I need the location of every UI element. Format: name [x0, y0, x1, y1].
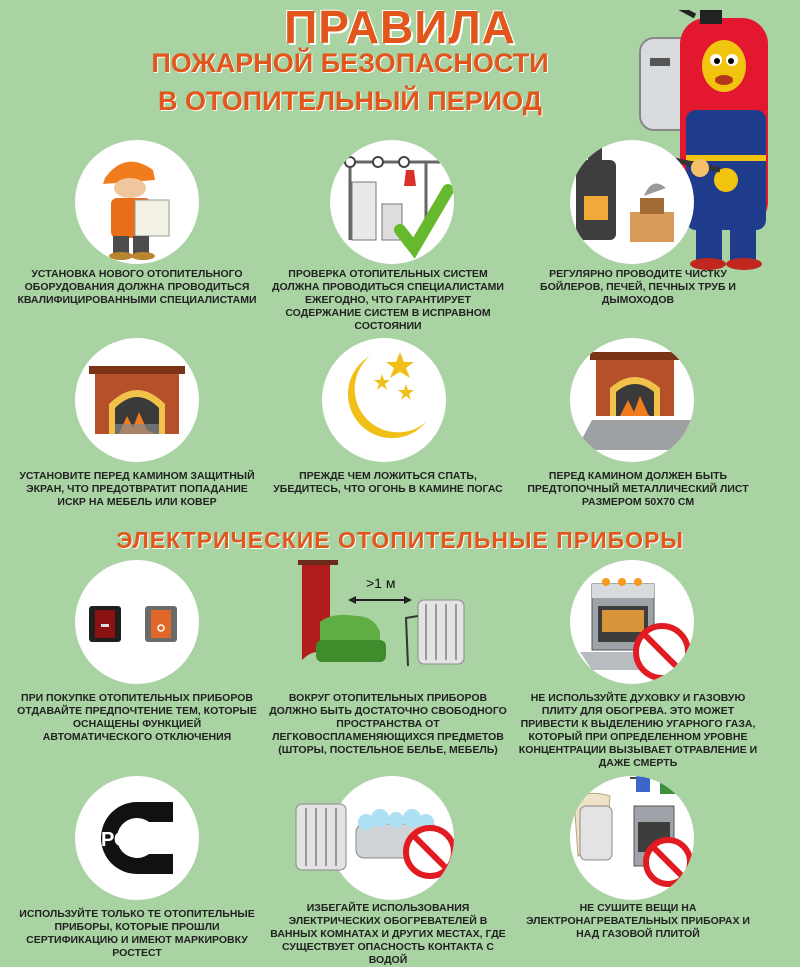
poster-subtitle-line2: В ОТОПИТЕЛЬНЫЙ ПЕРИОД — [157, 86, 543, 116]
icon-circle-fireplace-sheet — [570, 338, 694, 462]
moon-stars-icon — [322, 338, 446, 462]
bathroom-heater-icon — [292, 800, 352, 880]
rule-text-5: ПРЕЖДЕ ЧЕМ ЛОЖИТЬСЯ СПАТЬ, УБЕДИТЕСЬ, ЧТО ОГОНЬ В КАМИНЕ ПОГАС — [273, 470, 503, 495]
rule-text-8: ВОКРУГ ОТОПИТЕЛЬНЫХ ПРИБОРОВ ДОЛЖНО БЫТЬ ДОСТАТОЧНО СВОБОДНОГО ПРОСТРАНСТВА ОТ ЛЕГКОВОСПЛАМЕНЯЮЩИХСЯ ПРЕДМЕТОВ (ШТОРЫ, ПОСТЕЛЬНОЕ БЕЛЬЕ, МЕБЕЛЬ) — [269, 692, 507, 756]
icon-circle-moon — [322, 338, 446, 462]
icon-circle-worker — [75, 140, 199, 264]
heating-system-check-icon — [330, 140, 454, 264]
no-drying-clothes-icon — [570, 776, 694, 900]
heater-distance-icon — [296, 556, 486, 686]
section-electric-heaters-heading: ЭЛЕКТРИЧЕСКИЕ ОТОПИТЕЛЬНЫЕ ПРИБОРЫ — [116, 527, 684, 553]
rule-text-1: УСТАНОВКА НОВОГО ОТОПИТЕЛЬНОГО ОБОРУДОВАНИЯ ДОЛЖНА ПРОВОДИТЬСЯ КВАЛИФИЦИРОВАННЫМИ СПЕЦИАЛИСТАМИ — [17, 268, 257, 306]
worker-with-plans-icon — [75, 140, 199, 264]
rostest-label: РСТ — [101, 829, 141, 851]
icon-circle-oven — [570, 560, 694, 684]
rule-text-9: НЕ ИСПОЛЬЗУЙТЕ ДУХОВКУ И ГАЗОВУЮ ПЛИТУ ДЛЯ ОБОГРЕВА. ЭТО МОЖЕТ ПРИВЕСТИ К ВЫДЕЛЕНИЮ УГАРНОГО ГАЗА, КОТОРЫЙ ПРИ ОПРЕДЕЛЕННОМ УРОВНЕ КОНЦЕНТРАЦИИ ВЫЗЫВАЕТ ОТРАВЛЕНИЕ И ДАЖЕ СМЕРТЬ — [518, 692, 758, 769]
icon-circle-rostest — [75, 776, 199, 900]
fireplace-screen-icon — [75, 338, 199, 462]
distance-label: >1 м — [366, 575, 396, 591]
icon-circle-stove — [570, 140, 694, 264]
no-gas-oven-heating-icon — [570, 560, 694, 684]
rule-text-2: ПРОВЕРКА ОТОПИТЕЛЬНЫХ СИСТЕМ ДОЛЖНА ПРОВОДИТЬСЯ СПЕЦИАЛИСТАМИ ЕЖЕГОДНО, ЧТО ГАРАНТИРУЕТ СОДЕРЖАНИЕ СИСТЕМ В ИСПРАВНОМ СОСТОЯНИИ — [272, 268, 504, 332]
rule-text-3: РЕГУЛЯРНО ПРОВОДИТЕ ЧИСТКУ БОЙЛЕРОВ, ПЕЧЕЙ, ПЕЧНЫХ ТРУБ И ДЫМОХОДОВ — [540, 268, 736, 306]
icon-circle-fireplace-screen — [75, 338, 199, 462]
rule-text-7: ПРИ ПОКУПКЕ ОТОПИТЕЛЬНЫХ ПРИБОРОВ ОТДАВАЙТЕ ПРЕДПОЧТЕНИЕ ТЕМ, КОТОРЫЕ ОСНАЩЕНЫ ФУНКЦИЕЙ АВТОМАТИЧЕСКОГО ОТКЛЮЧЕНИЯ — [17, 692, 257, 743]
icon-circle-drying — [570, 776, 694, 900]
stove-chimney-icon — [570, 140, 694, 264]
rostest-mark-icon — [75, 776, 199, 900]
rule-text-12: НЕ СУШИТЕ ВЕЩИ НА ЭЛЕКТРОНАГРЕВАТЕЛЬНЫХ ПРИБОРАХ И НАД ГАЗОВОЙ ПЛИТОЙ — [526, 902, 750, 940]
fireplace-metal-sheet-icon — [570, 338, 694, 462]
icon-circle-system-check — [330, 140, 454, 264]
rule-text-11: ИЗБЕГАЙТЕ ИСПОЛЬЗОВАНИЯ ЭЛЕКТРИЧЕСКИХ ОБОГРЕВАТЕЛЕЙ В ВАННЫХ КОМНАТАХ И ДРУГИХ МЕСТАХ, ГДЕ СУЩЕСТВУЕТ ОПАСНОСТЬ КОНТАКТА С ВОДОЙ — [270, 902, 506, 966]
icon-circle-switch — [75, 560, 199, 684]
poster-title: ПРАВИЛА — [284, 1, 516, 53]
rule-text-6: ПЕРЕД КАМИНОМ ДОЛЖЕН БЫТЬ ПРЕДТОПОЧНЫЙ МЕТАЛЛИЧЕСКИЙ ЛИСТ РАЗМЕРОМ 50Х70 СМ — [527, 470, 749, 508]
poster-subtitle-line1: ПОЖАРНОЙ БЕЗОПАСНОСТИ — [151, 48, 549, 78]
rule-text-10: ИСПОЛЬЗУЙТЕ ТОЛЬКО ТЕ ОТОПИТЕЛЬНЫЕ ПРИБОРЫ, КОТОРЫЕ ПРОШЛИ СЕРТИФИКАЦИЮ И ИМЕЮТ МАРКИРОВКУ РОСТЕСТ — [19, 908, 255, 959]
auto-shutoff-switch-icon — [75, 560, 199, 684]
rule-text-4: УСТАНОВИТЕ ПЕРЕД КАМИНОМ ЗАЩИТНЫЙ ЭКРАН, ЧТО ПРЕДОТВРАТИТ ПОПАДАНИЕ ИСКР НА МЕБЕЛЬ ИЛИ КОВЕР — [19, 470, 255, 508]
